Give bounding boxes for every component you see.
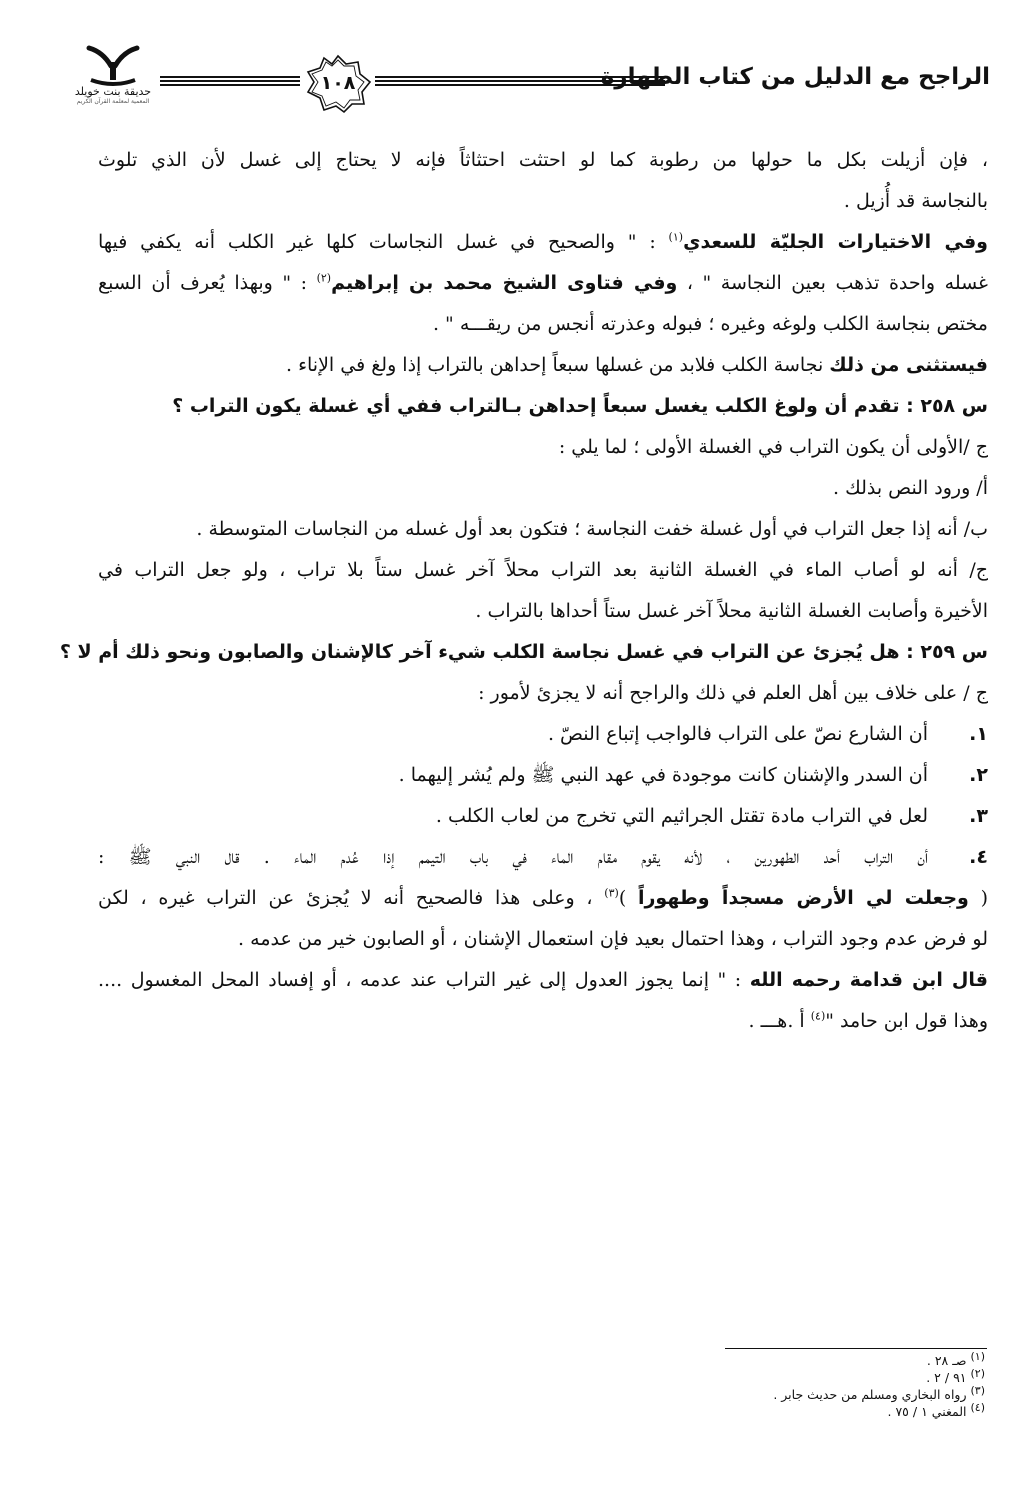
text-line: لو فرض عدم وجود التراب ، وهذا احتمال بعيد فإن استعمال الإشنان ، أو الصابون خير من عدمه .	[238, 928, 988, 950]
footnote	[700, 1349, 985, 1369]
footnote-divider	[725, 1348, 987, 1349]
question-259: س ٢٥٩ : هل يُجزئ عن التراب في غسل نجاسة الكلب شيء آخر كالإشنان والصابون ونحو ذلك أم لا ؟	[59, 641, 988, 663]
text-span: : " وبهذا يُعرف أن السبع	[98, 272, 317, 294]
list-item	[98, 714, 988, 755]
text-line: مختص بنجاسة الكلب ولوغه وغيره ؛ فبوله وعذرته أنجس من ريقـــه " .	[432, 313, 988, 335]
footnote-ref[interactable]: (٣)	[604, 886, 619, 900]
footnote-text: ٩١ / ٢ .	[926, 1370, 967, 1385]
page-number-badge	[302, 54, 374, 114]
text-span: (	[968, 887, 988, 909]
footnote-ref[interactable]: (٢)	[316, 271, 332, 285]
footnote	[700, 1400, 985, 1420]
text-line	[98, 878, 988, 919]
text-span: نجاسة الكلب فلابد من غسلها سبعاً إحداهن بالتراب إذا ولغ في الإناء .	[285, 354, 830, 376]
list-text: أن السدر والإشنان كانت موجودة في عهد النبي ﷺ ولم يُشر إليهما .	[398, 764, 928, 786]
footnotes	[700, 1349, 985, 1420]
answer-point-b: ب/ أنه إذا جعل التراب في أول غسلة خفت النجاسة ؛ فتكون بعد أول غسله من النجاسات المتوسطة .	[196, 518, 988, 540]
footnote-mark: (٣)	[970, 1383, 985, 1397]
footnote	[700, 1366, 985, 1386]
hadith-text: وجعلت لي الأرض مسجداً وطهوراً	[637, 887, 969, 909]
answer-point-a: أ/ ورود النص بذلك .	[832, 477, 988, 499]
footnote-text: صـ ٢٨ .	[926, 1353, 967, 1368]
answer-line: ج /الأولى أن يكون التراب في الغسلة الأولى ؛ لما يلي :	[558, 436, 988, 458]
list-number: ٤.	[969, 846, 988, 868]
footnote-mark: (١)	[970, 1349, 985, 1363]
footnote-mark: (٤)	[970, 1400, 985, 1414]
list-item	[98, 837, 988, 878]
logo	[68, 38, 158, 128]
text-span: : " والصحيح في غسل النجاسات كلها غير الكلب أنه يكفي فيها	[98, 231, 669, 253]
text-line: بالنجاسة قد أُزيل .	[843, 190, 988, 212]
text-line	[98, 1001, 988, 1042]
logo-emblem-icon	[83, 38, 143, 88]
answer-line: ج / على خلاف بين أهل العلم في ذلك والراجح أنه لا يجزئ لأمور :	[478, 682, 988, 704]
text-line: ، فإن أزيلت بكل ما حولها من رطوبة كما لو احتثت احتثاثاً فإنه لا يحتاج إلى غسل لأن الذي تلوث	[98, 149, 988, 171]
footnote-ref[interactable]: (٤)	[810, 1009, 826, 1023]
answer-point-c: ج/ أنه لو أصاب الماء في الغسلة الثانية بعد التراب محلاً آخر غسل ستاً بلا تراب ، ولو جعل التراب في	[98, 559, 988, 581]
source-title: وفي فتاوى الشيخ محمد بن إبراهيم	[331, 272, 678, 294]
footnote-mark: (٢)	[970, 1366, 985, 1380]
logo-subtext: المعمية لمعلمة القرآن الكريم	[76, 98, 150, 105]
text-line	[98, 222, 988, 263]
text-span: أ .هـــ .	[748, 1010, 811, 1032]
text-span: وهذا قول ابن حامد "	[825, 1010, 988, 1032]
page-header	[40, 38, 990, 128]
text-span: ، وعلى هذا فالصحيح أنه لا يُجزئ عن التراب غيره ، لكن	[98, 887, 605, 909]
list-text: أن التراب أحد الطهورين ، لأنه يقوم مقام الماء في باب التيمم إذا عُدم الماء . قال النبي ﷺ :	[98, 846, 928, 868]
question-258: س ٢٥٨ : تقدم أن ولوغ الكلب يغسل سبعاً إحداهن بـالتراب ففي أي غسلة يكون التراب ؟	[172, 395, 988, 417]
list-item	[98, 796, 988, 837]
list-text: لعل في التراب مادة تقتل الجراثيم التي تخرج من لعاب الكلب .	[435, 805, 928, 827]
source-title: وفي الاختيارات الجليّة للسعدي	[683, 231, 988, 253]
list-text: أن الشارع نصّ على التراب فالواجب إتباع النصّ .	[547, 723, 928, 745]
text-span: غسله واحدة تذهب بعين النجاسة " ،	[677, 272, 988, 294]
list-number: ٢.	[969, 764, 988, 786]
text-span: )	[618, 887, 638, 909]
footnote-text: رواه البخاري ومسلم من حديث جابر .	[773, 1387, 967, 1402]
header-rule-left	[160, 76, 300, 90]
footnote-ref[interactable]: (١)	[668, 230, 684, 244]
logo-text: حديقة بنت خويلد	[74, 85, 152, 98]
footnote-text: المغني ١ / ٧٥ .	[887, 1404, 967, 1419]
page-body	[59, 140, 988, 1042]
text-line	[98, 345, 988, 386]
quote-author: قال ابن قدامة رحمه الله	[749, 969, 988, 991]
text-span: : " إنما يجوز العدول إلى غير التراب عند عدمه ، أو إفساد المحل المغسول ....	[98, 969, 750, 991]
page-number: ١٠٨	[320, 72, 356, 94]
text-line	[98, 263, 988, 304]
list-item	[98, 755, 988, 796]
list-number: ٣.	[969, 805, 988, 827]
list-number: ١.	[969, 723, 988, 745]
emphasis: فيستثنى من ذلك	[829, 354, 988, 376]
footnote	[700, 1383, 985, 1403]
text-line	[98, 960, 988, 1001]
answer-point-c-cont: الأخيرة وأصابت الغسلة الثانية محلاً آخر غسل ستاً أحداها بالتراب .	[475, 600, 988, 622]
book-title: الراجح مع الدليل من كتاب الطهارة	[600, 64, 990, 90]
